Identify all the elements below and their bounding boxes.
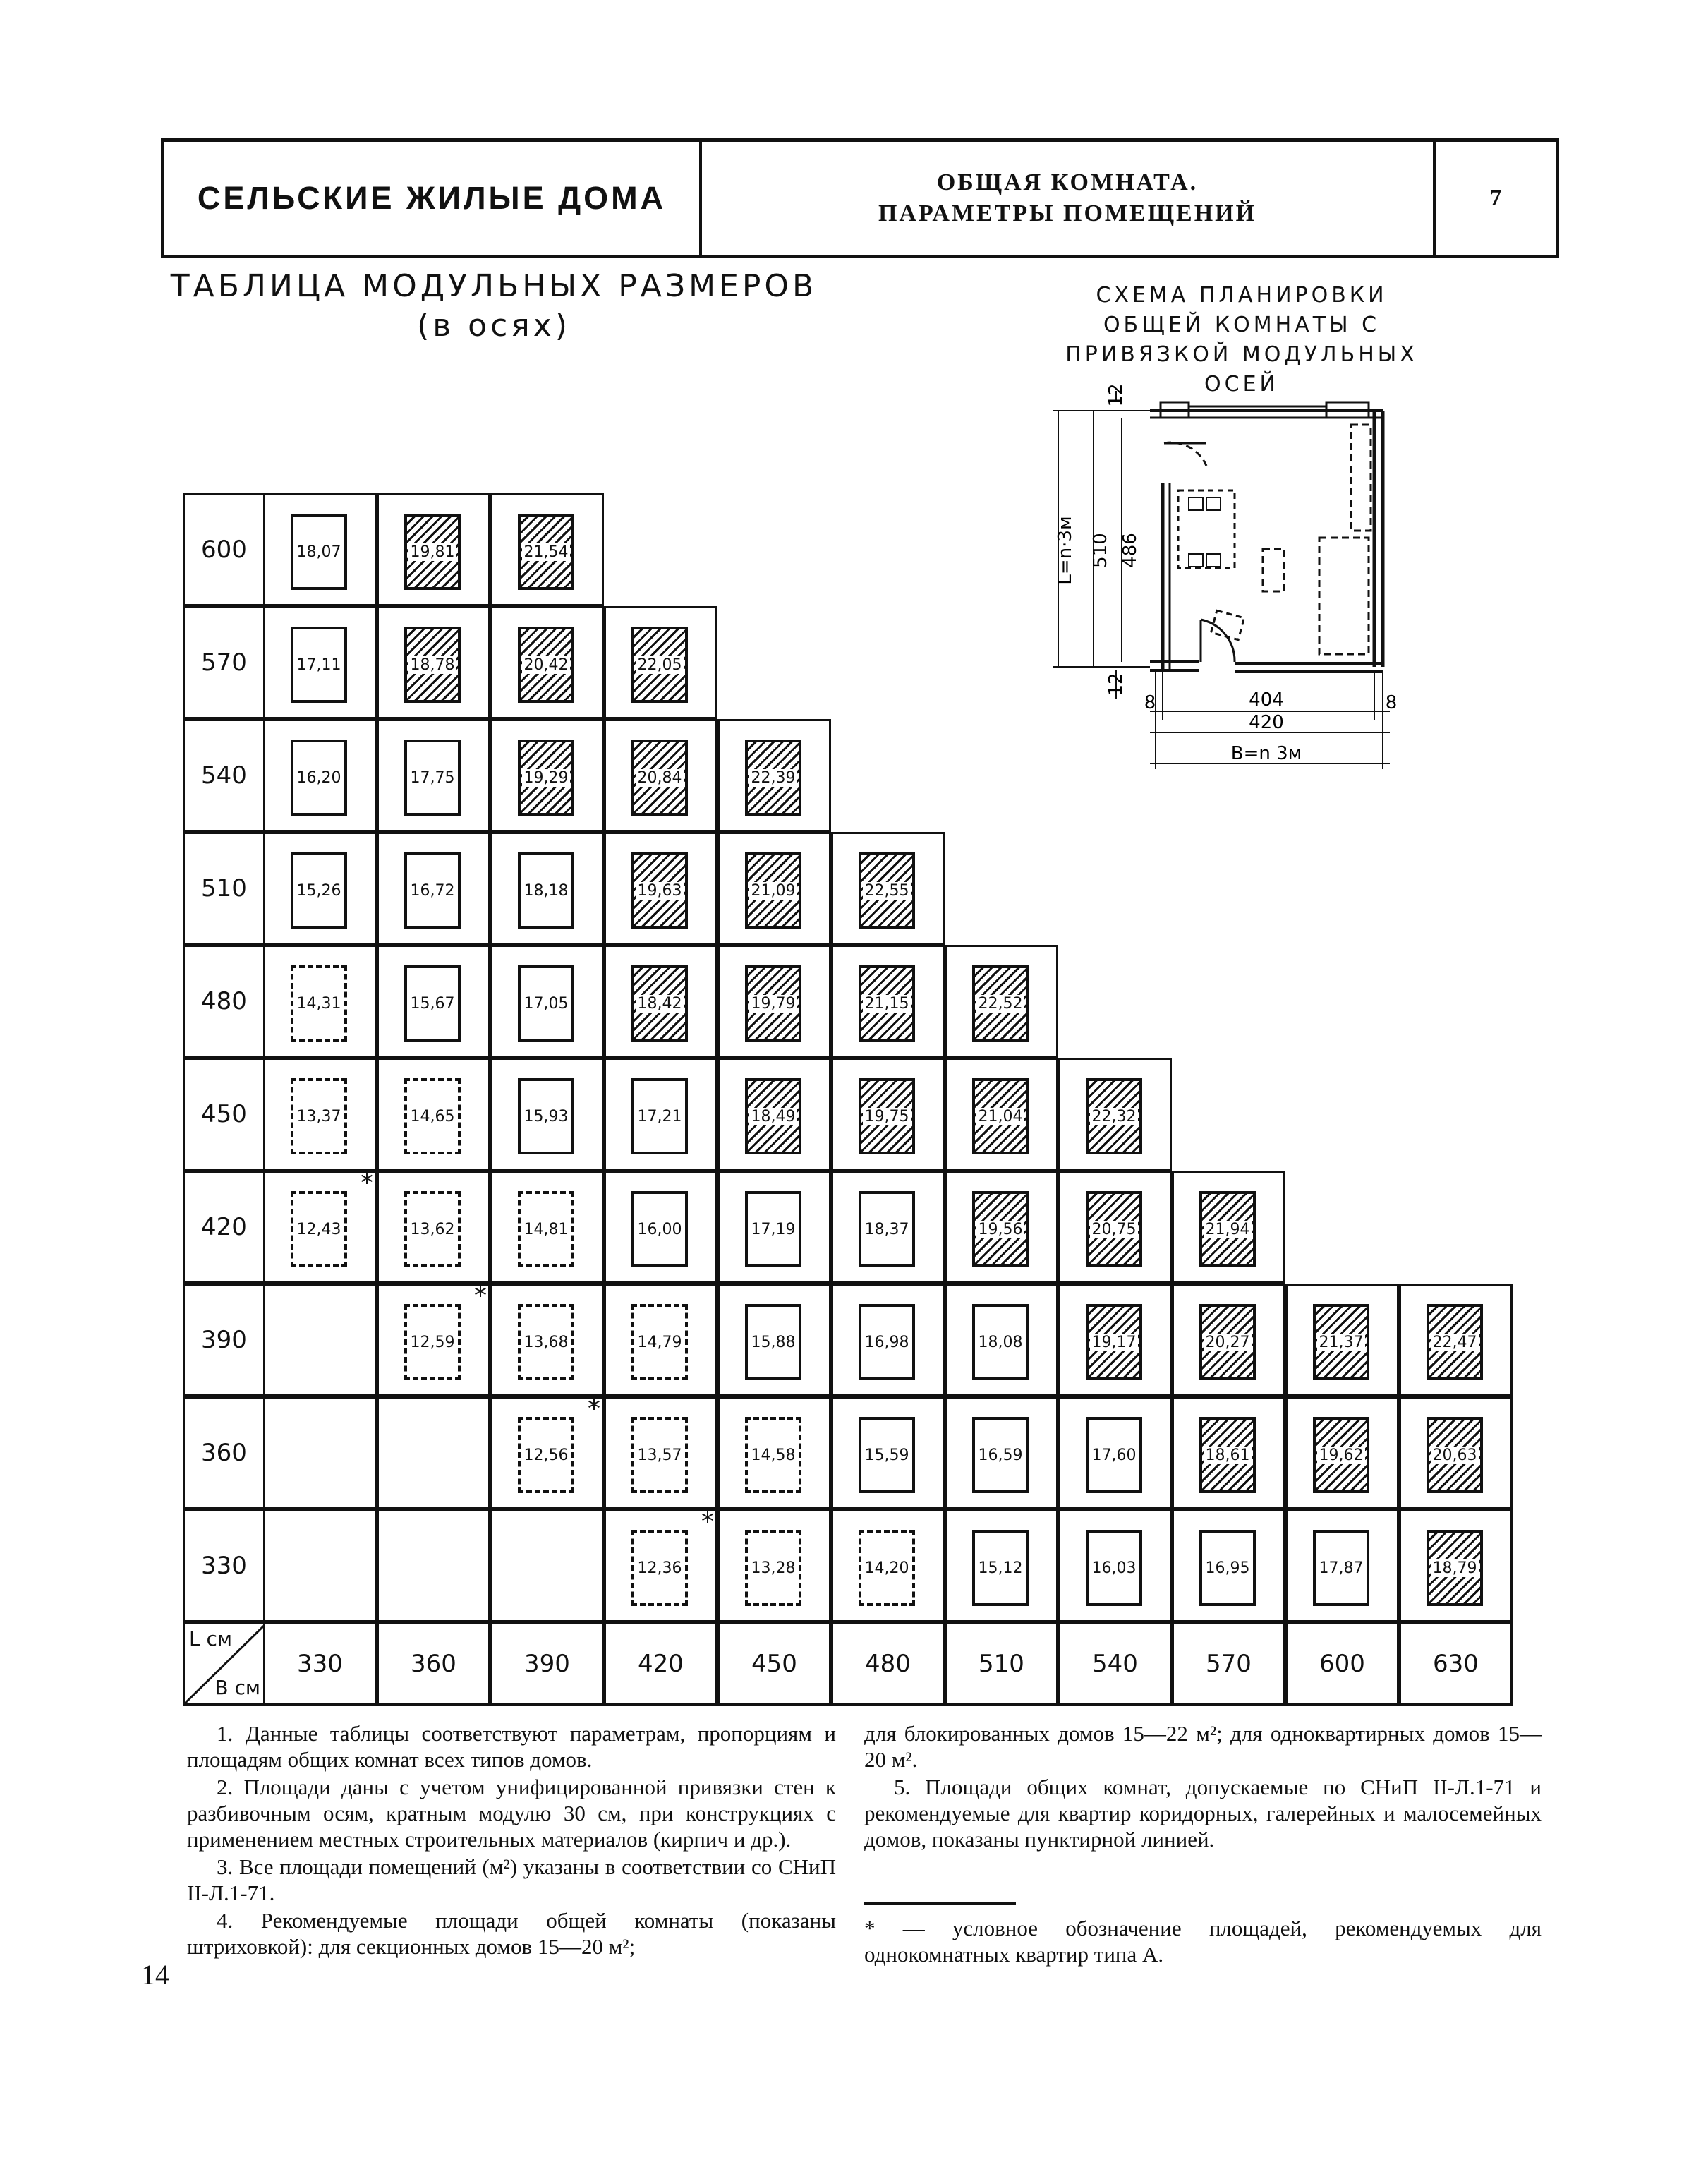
grid-cell bbox=[377, 832, 490, 945]
note-3: 3. Все площади помещений (м²) указаны в соответствии со СНиП II-Л.1-71. bbox=[187, 1854, 836, 1905]
room-outline bbox=[518, 627, 574, 703]
area-value: 16,59 bbox=[978, 1446, 1023, 1464]
column-label: 570 bbox=[1172, 1622, 1285, 1706]
row-label: 510 bbox=[183, 832, 265, 945]
room-outline bbox=[1313, 1304, 1369, 1380]
room-outline bbox=[1427, 1530, 1483, 1606]
area-value: 13,62 bbox=[410, 1220, 455, 1238]
area-value: 21,94 bbox=[1204, 1221, 1252, 1238]
grid-cell bbox=[1058, 1396, 1172, 1509]
header-topic-line1: ОБЩАЯ КОМНАТА. bbox=[936, 169, 1199, 195]
area-value: 18,08 bbox=[978, 1333, 1023, 1351]
column-label: 630 bbox=[1399, 1622, 1513, 1706]
room-outline bbox=[745, 1191, 801, 1267]
room-outline bbox=[518, 852, 574, 929]
area-value: 16,20 bbox=[296, 768, 341, 787]
area-value: 22,52 bbox=[976, 995, 1025, 1013]
area-value: 16,72 bbox=[410, 881, 455, 900]
column-label: 480 bbox=[831, 1622, 945, 1706]
row-label: 390 bbox=[183, 1284, 265, 1396]
column-label: 420 bbox=[604, 1622, 717, 1706]
area-value: 21,37 bbox=[1317, 1334, 1366, 1351]
area-value: 17,21 bbox=[637, 1107, 682, 1125]
area-value: 14,31 bbox=[296, 994, 341, 1013]
area-value: 18,18 bbox=[523, 881, 569, 900]
room-plan-drawing bbox=[1037, 374, 1432, 783]
plan-label-420: 420 bbox=[1249, 712, 1284, 733]
area-value: 15,26 bbox=[296, 881, 341, 900]
area-value: 16,03 bbox=[1091, 1559, 1137, 1577]
room-outline bbox=[518, 740, 574, 816]
grid-cell bbox=[490, 945, 604, 1058]
grid-cell bbox=[945, 1396, 1058, 1509]
header-topic-line2: ПАРАМЕТРЫ ПОМЕЩЕНИЙ bbox=[878, 200, 1257, 227]
notes-right-column bbox=[864, 1720, 1542, 1854]
room-outline bbox=[291, 514, 347, 590]
room-outline bbox=[404, 1304, 461, 1380]
grid-cell bbox=[490, 1058, 604, 1171]
area-value: 17,60 bbox=[1091, 1446, 1137, 1464]
grid-cell bbox=[1058, 1284, 1172, 1396]
recommended-star-mark: * bbox=[361, 1169, 373, 1197]
room-outline bbox=[291, 627, 347, 703]
room-outline bbox=[631, 1304, 688, 1380]
room-outline bbox=[404, 1191, 461, 1267]
room-outline bbox=[518, 965, 574, 1042]
room-outline bbox=[631, 627, 688, 703]
area-value: 13,28 bbox=[751, 1559, 796, 1577]
area-value: 12,43 bbox=[296, 1220, 341, 1238]
grid-cell bbox=[717, 719, 831, 832]
grid-cell bbox=[490, 832, 604, 945]
footnote-rule bbox=[864, 1902, 1016, 1905]
area-value: 21,04 bbox=[976, 1108, 1025, 1125]
room-outline bbox=[631, 1191, 688, 1267]
header-box bbox=[161, 138, 1559, 258]
area-value: 13,37 bbox=[296, 1107, 341, 1125]
room-outline bbox=[1427, 1417, 1483, 1493]
room-outline bbox=[1086, 1304, 1142, 1380]
room-outline bbox=[859, 1304, 915, 1380]
room-outline bbox=[1199, 1530, 1256, 1606]
area-value: 17,75 bbox=[410, 768, 455, 787]
area-value: 20,63 bbox=[1431, 1447, 1479, 1464]
recommended-star-mark: * bbox=[474, 1281, 487, 1310]
column-label: 330 bbox=[263, 1622, 377, 1706]
area-value: 19,62 bbox=[1317, 1447, 1366, 1464]
area-value: 12,56 bbox=[523, 1446, 569, 1464]
plan-label-left8: 8 bbox=[1144, 692, 1156, 713]
note-4: 4. Рекомендуемые площади общей комнаты (показаны штриховкой): для секционных домов 15—20 м²; bbox=[187, 1908, 836, 1959]
room-outline bbox=[745, 852, 801, 929]
schema-title-line2: ОБЩЕЙ КОМНАТЫ С bbox=[1103, 313, 1381, 337]
grid-cell bbox=[831, 1171, 945, 1284]
grid-cell bbox=[377, 945, 490, 1058]
room-outline bbox=[631, 740, 688, 816]
header-sheet-number: 7 bbox=[1489, 185, 1502, 211]
grid-cell bbox=[263, 606, 377, 719]
grid-cell bbox=[717, 832, 831, 945]
row-label: 450 bbox=[183, 1058, 265, 1171]
row-label: 330 bbox=[183, 1509, 265, 1622]
grid-cell bbox=[604, 606, 717, 719]
row-label: 420 bbox=[183, 1171, 265, 1284]
area-value: 16,98 bbox=[864, 1333, 909, 1351]
room-outline bbox=[1199, 1191, 1256, 1267]
grid-cell bbox=[1172, 1509, 1285, 1622]
grid-cell bbox=[717, 1509, 831, 1622]
area-value: 20,42 bbox=[522, 656, 571, 674]
corner-B-label: В см bbox=[214, 1676, 260, 1699]
room-outline bbox=[631, 1078, 688, 1154]
plan-label-right8: 8 bbox=[1385, 692, 1398, 713]
note-5: 5. Площади общих комнат, допускаемые по СНиП II-Л.1-71 и рекомендуемые для квартир коридорных, галерейных и малосемейных домов, показаны пунктирной линией. bbox=[864, 1775, 1542, 1852]
area-value: 22,55 bbox=[863, 882, 911, 900]
room-outline bbox=[859, 1191, 915, 1267]
grid-cell bbox=[377, 1058, 490, 1171]
grid-cell bbox=[717, 945, 831, 1058]
grid-cell bbox=[831, 1284, 945, 1396]
row-label: 480 bbox=[183, 945, 265, 1058]
plan-label-510: 510 bbox=[1090, 533, 1111, 568]
area-value: 20,75 bbox=[1090, 1221, 1139, 1238]
area-value: 15,93 bbox=[523, 1107, 569, 1125]
grid-cell bbox=[604, 1509, 717, 1622]
room-outline bbox=[631, 852, 688, 929]
grid-cell bbox=[1285, 1284, 1399, 1396]
grid-cell bbox=[1172, 1396, 1285, 1509]
header-topic bbox=[702, 142, 1436, 255]
area-value: 14,58 bbox=[751, 1446, 796, 1464]
room-outline bbox=[972, 1078, 1029, 1154]
area-value: 12,59 bbox=[410, 1333, 455, 1351]
grid-cell bbox=[1285, 1396, 1399, 1509]
grid-cell bbox=[945, 1058, 1058, 1171]
schema-title-line1: СХЕМА ПЛАНИРОВКИ bbox=[1096, 283, 1388, 308]
area-value: 18,07 bbox=[296, 543, 341, 561]
schema-title-line3: ПРИВЯЗКОЙ МОДУЛЬНЫХ ОСЕЙ bbox=[1065, 342, 1418, 397]
area-value: 22,39 bbox=[749, 769, 798, 787]
grid-cell bbox=[604, 1058, 717, 1171]
grid-cell bbox=[377, 1396, 490, 1509]
header-section-title: СЕЛЬСКИЕ ЖИЛЫЕ ДОМА bbox=[164, 142, 702, 255]
page-number: 14 bbox=[141, 1959, 169, 1991]
plan-label-top12: 12 bbox=[1106, 383, 1127, 407]
room-outline bbox=[1199, 1417, 1256, 1493]
plan-label-B: B=n 3м bbox=[1230, 743, 1302, 764]
grid-cell bbox=[1172, 1284, 1285, 1396]
room-outline bbox=[518, 1191, 574, 1267]
room-outline bbox=[291, 1191, 347, 1267]
grid-cell bbox=[490, 493, 604, 606]
row-label: 540 bbox=[183, 719, 265, 832]
room-outline bbox=[1086, 1417, 1142, 1493]
column-label: 600 bbox=[1285, 1622, 1399, 1706]
grid-cell bbox=[945, 945, 1058, 1058]
grid-cell bbox=[945, 1171, 1058, 1284]
grid-cell bbox=[831, 1509, 945, 1622]
area-value: 18,49 bbox=[749, 1108, 798, 1125]
room-outline bbox=[859, 965, 915, 1042]
column-label: 540 bbox=[1058, 1622, 1172, 1706]
area-value: 18,37 bbox=[864, 1220, 909, 1238]
room-outline bbox=[1086, 1078, 1142, 1154]
plan-label-bot12: 12 bbox=[1106, 672, 1127, 696]
area-value: 14,20 bbox=[864, 1559, 909, 1577]
room-outline bbox=[1199, 1304, 1256, 1380]
area-value: 14,81 bbox=[523, 1220, 569, 1238]
grid-cell bbox=[377, 493, 490, 606]
room-outline bbox=[745, 965, 801, 1042]
grid-cell bbox=[1058, 1171, 1172, 1284]
room-outline bbox=[972, 1304, 1029, 1380]
room-outline bbox=[1313, 1417, 1369, 1493]
room-outline bbox=[972, 965, 1029, 1042]
footnote: * — условное обозначение площадей, рекомендуемых для однокомнатных квартир типа А. bbox=[864, 1916, 1542, 1967]
area-value: 17,11 bbox=[296, 656, 341, 674]
grid-cell bbox=[263, 1396, 377, 1509]
area-value: 16,95 bbox=[1205, 1559, 1250, 1577]
grid-cell bbox=[263, 493, 377, 606]
area-value: 19,81 bbox=[408, 543, 457, 561]
room-outline bbox=[404, 627, 461, 703]
row-label: 360 bbox=[183, 1396, 265, 1509]
room-outline bbox=[859, 852, 915, 929]
area-value: 15,88 bbox=[751, 1333, 796, 1351]
room-outline bbox=[518, 514, 574, 590]
area-value: 19,63 bbox=[636, 882, 684, 900]
grid-cell bbox=[717, 1284, 831, 1396]
room-outline bbox=[745, 740, 801, 816]
grid-cell bbox=[604, 1396, 717, 1509]
room-outline bbox=[1086, 1191, 1142, 1267]
area-value: 19,56 bbox=[976, 1221, 1025, 1238]
grid-cell bbox=[490, 1396, 604, 1509]
area-value: 21,54 bbox=[522, 543, 571, 561]
room-outline bbox=[1427, 1304, 1483, 1380]
grid-cell bbox=[717, 1171, 831, 1284]
area-value: 21,09 bbox=[749, 882, 798, 900]
grid-cell bbox=[604, 832, 717, 945]
area-value: 18,79 bbox=[1431, 1559, 1479, 1577]
room-outline bbox=[631, 965, 688, 1042]
grid-cell bbox=[831, 1058, 945, 1171]
table-title bbox=[155, 267, 832, 346]
grid-cell bbox=[1399, 1284, 1513, 1396]
area-value: 15,12 bbox=[978, 1559, 1023, 1577]
room-outline bbox=[1313, 1530, 1369, 1606]
grid-cell bbox=[945, 1509, 1058, 1622]
grid-cell bbox=[831, 1396, 945, 1509]
area-value: 20,84 bbox=[636, 769, 684, 787]
room-outline bbox=[972, 1191, 1029, 1267]
area-value: 13,68 bbox=[523, 1333, 569, 1351]
grid-cell bbox=[945, 1284, 1058, 1396]
table-title-line1: ТАБЛИЦА МОДУЛЬНЫХ РАЗМЕРОВ bbox=[170, 268, 818, 304]
room-outline bbox=[518, 1417, 574, 1493]
column-label: 390 bbox=[490, 1622, 604, 1706]
area-value: 18,61 bbox=[1204, 1447, 1252, 1464]
grid-cell bbox=[490, 719, 604, 832]
area-value: 17,87 bbox=[1319, 1559, 1364, 1577]
grid-cell bbox=[1285, 1509, 1399, 1622]
plan-label-404: 404 bbox=[1249, 689, 1284, 711]
axis-corner-cell bbox=[183, 1622, 265, 1706]
room-outline bbox=[291, 1078, 347, 1154]
grid-cell bbox=[263, 1171, 377, 1284]
area-value: 19,17 bbox=[1090, 1334, 1139, 1351]
room-outline bbox=[859, 1530, 915, 1606]
grid-cell bbox=[377, 606, 490, 719]
area-value: 14,65 bbox=[410, 1107, 455, 1125]
room-outline bbox=[972, 1530, 1029, 1606]
corner-L-label: L см bbox=[189, 1627, 233, 1650]
column-label: 360 bbox=[377, 1622, 490, 1706]
room-outline bbox=[745, 1304, 801, 1380]
room-outline bbox=[291, 965, 347, 1042]
grid-cell bbox=[831, 832, 945, 945]
recommended-star-mark: * bbox=[701, 1507, 714, 1536]
notes-left-column bbox=[187, 1720, 836, 1961]
grid-cell bbox=[490, 1509, 604, 1622]
area-value: 22,32 bbox=[1090, 1108, 1139, 1125]
area-value: 15,59 bbox=[864, 1446, 909, 1464]
area-value: 19,29 bbox=[522, 769, 571, 787]
note-2: 2. Площади даны с учетом унифицированной привязки стен к разбивочным осям, кратным модулю 30 см, при конструкциях с применением местных строительных материалов (кирпич и др.). bbox=[187, 1775, 836, 1852]
area-value: 19,75 bbox=[863, 1108, 911, 1125]
table-title-line2: (в осях) bbox=[417, 308, 571, 344]
area-value: 14,79 bbox=[637, 1333, 682, 1351]
room-outline bbox=[518, 1078, 574, 1154]
grid-cell bbox=[604, 1284, 717, 1396]
grid-cell bbox=[263, 945, 377, 1058]
area-value: 22,47 bbox=[1431, 1334, 1479, 1351]
room-outline bbox=[745, 1417, 801, 1493]
room-outline bbox=[404, 1078, 461, 1154]
grid-cell bbox=[490, 1284, 604, 1396]
area-value: 17,19 bbox=[751, 1220, 796, 1238]
grid-cell bbox=[604, 945, 717, 1058]
room-outline bbox=[859, 1078, 915, 1154]
row-label: 600 bbox=[183, 493, 265, 606]
note-4-continued: для блокированных домов 15—22 м²; для одноквартирных домов 15—20 м². bbox=[864, 1721, 1542, 1772]
area-value: 13,57 bbox=[637, 1446, 682, 1464]
grid-cell bbox=[263, 1058, 377, 1171]
area-value: 18,42 bbox=[636, 995, 684, 1013]
room-outline bbox=[1086, 1530, 1142, 1606]
grid-cell bbox=[1399, 1396, 1513, 1509]
area-value: 18,78 bbox=[408, 656, 457, 674]
grid-cell bbox=[263, 719, 377, 832]
area-value: 12,36 bbox=[637, 1559, 682, 1577]
grid-cell bbox=[377, 1281, 490, 1396]
room-outline bbox=[404, 965, 461, 1042]
area-value: 16,00 bbox=[637, 1220, 682, 1238]
recommended-star-mark: * bbox=[588, 1394, 600, 1423]
grid-cell bbox=[604, 719, 717, 832]
room-outline bbox=[972, 1417, 1029, 1493]
plan-label-486: 486 bbox=[1120, 533, 1141, 568]
grid-cell bbox=[377, 719, 490, 832]
area-value: 15,67 bbox=[410, 994, 455, 1013]
room-outline bbox=[745, 1530, 801, 1606]
area-value: 19,79 bbox=[749, 995, 798, 1013]
area-value: 20,27 bbox=[1204, 1334, 1252, 1351]
grid-cell bbox=[717, 1058, 831, 1171]
room-outline bbox=[291, 852, 347, 929]
grid-cell bbox=[263, 1509, 377, 1622]
plan-label-L: L=n·3м bbox=[1055, 516, 1076, 585]
area-value: 22,05 bbox=[636, 656, 684, 674]
room-outline bbox=[631, 1417, 688, 1493]
area-value: 17,05 bbox=[523, 994, 569, 1013]
room-outline bbox=[404, 740, 461, 816]
grid-cell bbox=[1172, 1171, 1285, 1284]
grid-cell bbox=[717, 1396, 831, 1509]
row-label: 570 bbox=[183, 606, 265, 719]
grid-cell bbox=[1399, 1509, 1513, 1622]
room-outline bbox=[291, 740, 347, 816]
grid-cell bbox=[1058, 1509, 1172, 1622]
grid-cell bbox=[377, 1509, 490, 1622]
grid-cell bbox=[604, 1171, 717, 1284]
grid-cell bbox=[831, 945, 945, 1058]
room-outline bbox=[631, 1530, 688, 1606]
grid-cell bbox=[263, 1284, 377, 1396]
room-outline bbox=[745, 1078, 801, 1154]
grid-cell bbox=[377, 1171, 490, 1284]
column-label: 510 bbox=[945, 1622, 1058, 1706]
room-outline bbox=[404, 514, 461, 590]
area-value: 21,15 bbox=[863, 995, 911, 1013]
grid-cell bbox=[263, 832, 377, 945]
grid-cell bbox=[490, 606, 604, 719]
grid-cell bbox=[490, 1171, 604, 1284]
room-outline bbox=[518, 1304, 574, 1380]
room-outline bbox=[859, 1417, 915, 1493]
room-outline bbox=[404, 852, 461, 929]
note-1: 1. Данные таблицы соответствуют параметрам, пропорциям и площадям общих комнат всех типов домов. bbox=[187, 1721, 836, 1772]
column-label: 450 bbox=[717, 1622, 831, 1706]
grid-cell bbox=[1058, 1058, 1172, 1171]
